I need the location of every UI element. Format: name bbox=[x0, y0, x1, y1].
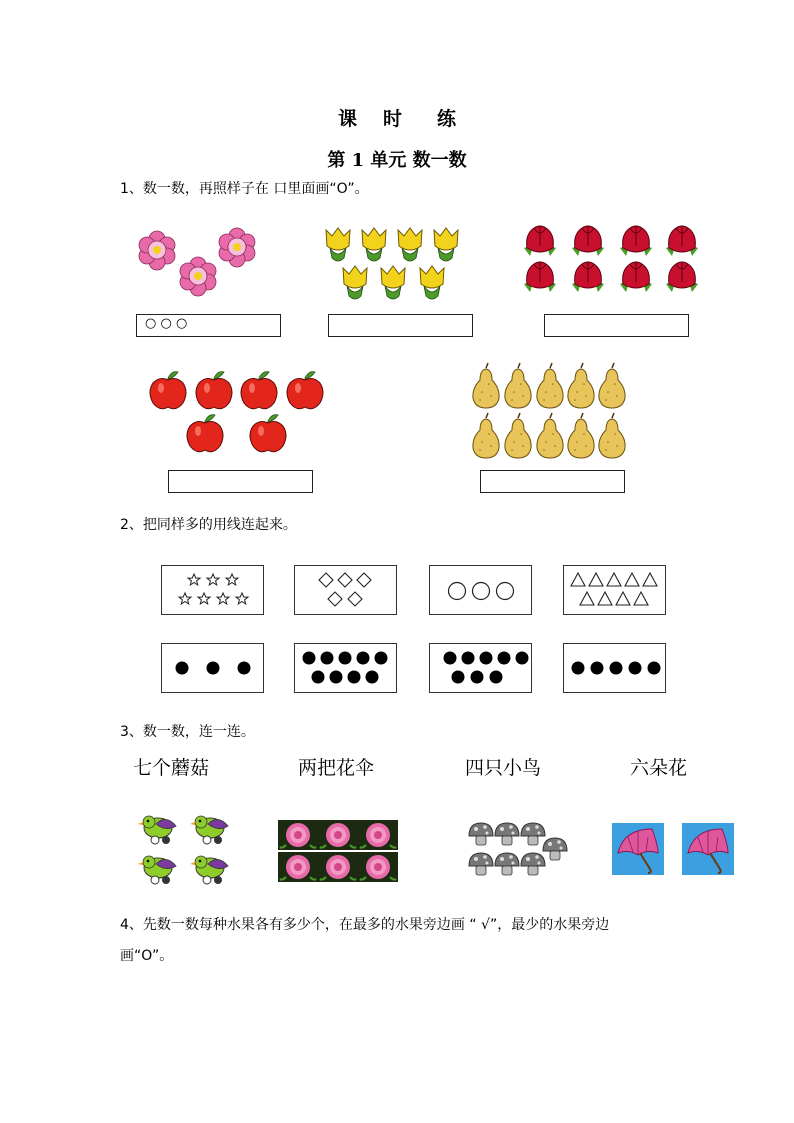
pears-group bbox=[466, 362, 636, 467]
pink-flower bbox=[219, 228, 255, 267]
triangles-box[interactable] bbox=[563, 565, 666, 615]
yellow-tulips-group bbox=[318, 220, 468, 305]
umbrella bbox=[612, 823, 664, 875]
red-flower bbox=[666, 226, 698, 256]
dot-icon-group bbox=[430, 644, 531, 692]
dot-icon-group bbox=[564, 644, 665, 692]
birds-picture[interactable] bbox=[130, 808, 240, 890]
flowers-picture[interactable] bbox=[278, 820, 398, 882]
page-title bbox=[0, 104, 794, 131]
diamond-icon-group bbox=[295, 566, 396, 614]
triangle-icon-group bbox=[564, 566, 665, 614]
pear bbox=[473, 413, 499, 458]
pear bbox=[505, 413, 531, 458]
answer-box-red-flowers[interactable] bbox=[544, 314, 689, 337]
tulip bbox=[381, 266, 405, 299]
red-flower bbox=[620, 226, 652, 256]
mushroom bbox=[521, 853, 545, 875]
pear bbox=[473, 363, 499, 408]
dot-icon-group bbox=[162, 644, 263, 692]
pear bbox=[599, 363, 625, 408]
bird bbox=[190, 816, 228, 844]
dots-box-3[interactable] bbox=[161, 643, 264, 693]
diamonds-box[interactable] bbox=[294, 565, 397, 615]
dots-box-5[interactable] bbox=[563, 643, 666, 693]
label-umbrellas[interactable]: 两把花伞 bbox=[298, 757, 375, 779]
example-circles: ○ ○ ○ bbox=[145, 316, 188, 331]
bird bbox=[138, 816, 176, 844]
mushroom bbox=[469, 823, 493, 845]
pink-flower bbox=[180, 257, 216, 296]
answer-box-tulips[interactable] bbox=[328, 314, 473, 337]
pear bbox=[537, 363, 563, 408]
red-flower bbox=[666, 262, 698, 292]
tulip bbox=[326, 228, 350, 261]
umbrellas-picture[interactable] bbox=[612, 822, 736, 876]
star-icon-group bbox=[162, 566, 263, 614]
mushroom bbox=[521, 823, 545, 845]
tulip bbox=[398, 228, 422, 261]
red-flower bbox=[524, 262, 556, 292]
title-char: 课 bbox=[337, 108, 357, 130]
dot-icon-group bbox=[295, 644, 396, 692]
tulip bbox=[420, 266, 444, 299]
question-2: 2、把同样多的用线连起来。 bbox=[120, 517, 297, 533]
question-3: 3、数一数，连一连。 bbox=[120, 724, 255, 740]
apple bbox=[187, 415, 223, 452]
page-subtitle: 第 1 单元 数一数 bbox=[327, 150, 467, 171]
title-char: 练 bbox=[437, 108, 457, 130]
apple bbox=[250, 415, 286, 452]
apple bbox=[287, 372, 323, 409]
circles-box[interactable] bbox=[429, 565, 532, 615]
red-flower bbox=[524, 226, 556, 256]
dots-box-9[interactable] bbox=[294, 643, 397, 693]
mushroom bbox=[469, 853, 493, 875]
mushroom bbox=[495, 853, 519, 875]
red-flower bbox=[620, 262, 652, 292]
question-4-line-1: 4、先数一数每种水果各有多少个，在最多的水果旁边画 “ √”，最少的水果旁边 bbox=[120, 917, 610, 933]
pear bbox=[568, 363, 594, 408]
tulip bbox=[434, 228, 458, 261]
flower bbox=[318, 852, 358, 882]
pink-flower bbox=[139, 231, 175, 270]
flower bbox=[358, 820, 398, 850]
answer-box-apples[interactable] bbox=[168, 470, 313, 493]
bird bbox=[138, 856, 176, 884]
bird bbox=[190, 856, 228, 884]
question-1: 1、数一数，再照样子在 口里面画“O”。 bbox=[120, 181, 369, 197]
flower bbox=[358, 852, 398, 882]
red-flowers-group bbox=[518, 220, 708, 300]
apple bbox=[150, 372, 186, 409]
pear bbox=[568, 413, 594, 458]
red-flower bbox=[572, 226, 604, 256]
pear bbox=[505, 363, 531, 408]
umbrella bbox=[682, 823, 734, 875]
tulip bbox=[343, 266, 367, 299]
question-4-line-2: 画“O”。 bbox=[120, 948, 174, 964]
circle-icon-group bbox=[430, 566, 531, 614]
apple bbox=[196, 372, 232, 409]
title-char: 时 bbox=[382, 108, 402, 130]
apple bbox=[241, 372, 277, 409]
tulip bbox=[362, 228, 386, 261]
red-flower bbox=[572, 262, 604, 292]
label-birds[interactable]: 四只小鸟 bbox=[465, 757, 542, 779]
answer-box-pears[interactable] bbox=[480, 470, 625, 493]
mushroom bbox=[543, 838, 567, 860]
apples-group bbox=[143, 364, 333, 459]
flower bbox=[318, 820, 358, 850]
pink-flowers-group bbox=[130, 220, 270, 300]
pear bbox=[599, 413, 625, 458]
label-flowers[interactable]: 六朵花 bbox=[630, 757, 688, 779]
pear bbox=[537, 413, 563, 458]
mushroom bbox=[495, 823, 519, 845]
stars-box[interactable] bbox=[161, 565, 264, 615]
mushrooms-picture[interactable] bbox=[455, 818, 570, 884]
flower bbox=[278, 820, 318, 850]
dots-box-8[interactable] bbox=[429, 643, 532, 693]
answer-box-example[interactable] bbox=[136, 314, 281, 337]
label-mushrooms[interactable]: 七个蘑菇 bbox=[133, 757, 210, 779]
flower bbox=[278, 852, 318, 882]
